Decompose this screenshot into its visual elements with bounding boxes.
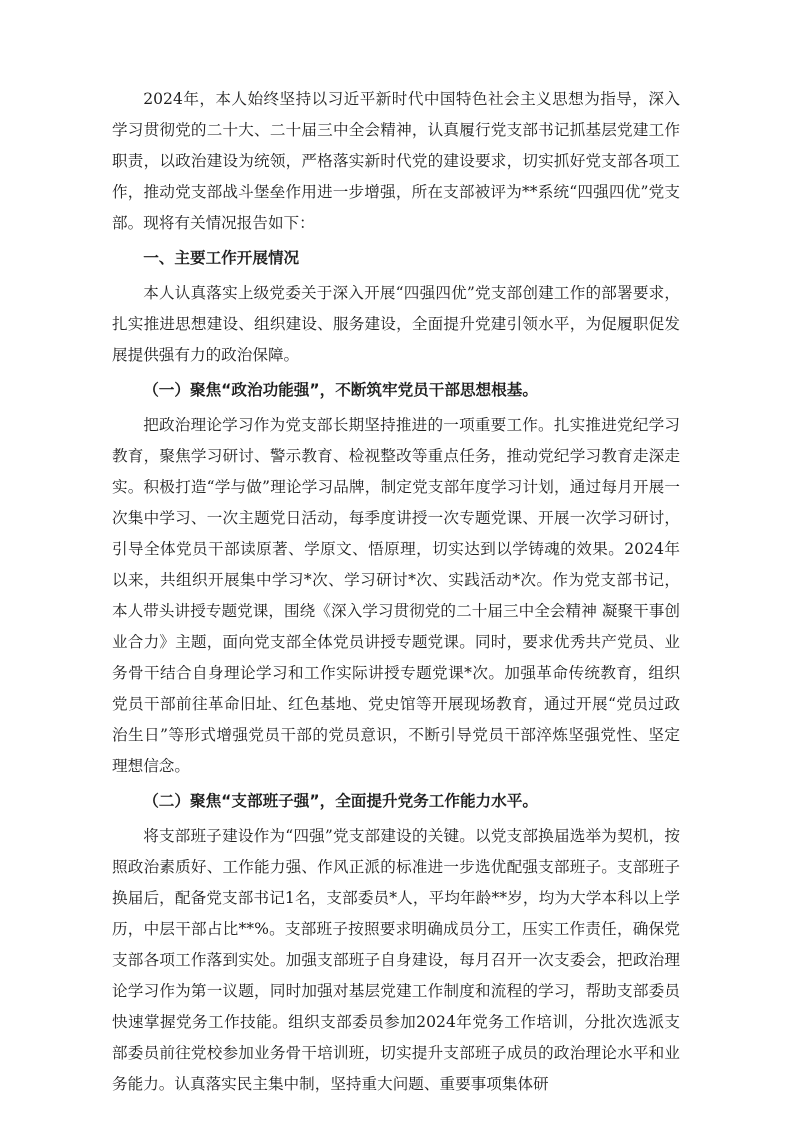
branch-team-paragraph: 将支部班子建设作为“四强”党支部建设的关键。以党支部换届选举为契机，按照政治素质好、工作能力强、作风正派的标准进一步选优配强支部班子。支部班子换届后，配备党支部书记1名，支部委员*人，平均年龄**岁，均为大学本科以上学历，中层干部占比**%。支部班子按照要求明确成员分工，压实工作责任，确保党支部各项工作落到实处。加强支部班子自身建设，每月召开一次支委会，把政治理论学习作为第一议题，同时加强对基层党建工作制度和流程的学习，帮助支部委员快速掌握党务工作技能。组织支部委员参加2024年党务工作培训，分批次选派支部委员前往党校参加业务骨干培训班，切实提升支部班子成员的政治理论水平和业务能力。认真落实民主集中制，坚持重大问题、重要事项集体研 [112,827,680,1093]
subsection-heading-branch-team: （二）聚焦“支部班子强”，全面提升党务工作能力水平。 [143,792,538,810]
subsection-heading-political-function: （一）聚焦“政治功能强”，不断筑牢党员干部思想根基。 [143,381,538,399]
section-heading-main-work: 一、主要工作开展情况 [143,249,300,267]
document-page [112,84,680,1104]
intro-paragraph: 2024年，本人始终坚持以习近平新时代中国特色社会主义思想为指导，深入学习贯彻党的二十大、二十届三中全会精神，认真履行党支部书记抓基层党建工作职责，以政治建设为统领，严格落实新时代党的建设要求，切实抓好党支部各项工作，推动党支部战斗堡垒作用进一步增强，所在支部被评为**系统“四强四优”党支部。现将有关情况报告如下： [112,90,680,232]
political-function-paragraph: 把政治理论学习作为党支部长期坚持推进的一项重要工作。扎实推进党纪学习教育，聚焦学习研讨、警示教育、检视整改等重点任务，推动党纪学习教育走深走实。积极打造“学与做”理论学习品牌，制定党支部年度学习计划，通过每月开展一次集中学习、一次主题党日活动，每季度讲授一次专题党课、开展一次学习研讨，引导全体党员干部读原著、学原文、悟原理，切实达到以学铸魂的效果。2024年以来，共组织开展集中学习*次、学习研讨*次、实践活动*次。作为党支部书记，本人带头讲授专题党课，围绕《深入学习贯彻党的二十届三中全会精神 凝聚干事创业合力》主题，面向党支部全体党员讲授专题党课。同时，要求优秀共产党员、业务骨干结合自身理论学习和工作实际讲授专题党课*次。加强革命传统教育，组织党员干部前往革命旧址、红色基地、党史馆等开展现场教育，通过开展“党员过政治生日”等形式增强党员干部的党员意识，不断引导党员干部淬炼坚强党性、坚定理想信念。 [112,416,680,775]
section-intro-paragraph: 本人认真落实上级党委关于深入开展“四强四优”党支部创建工作的部署要求，扎实推进思想建设、组织建设、服务建设，全面提升党建引领水平，为促履职促发展提供强有力的政治保障。 [112,284,680,364]
